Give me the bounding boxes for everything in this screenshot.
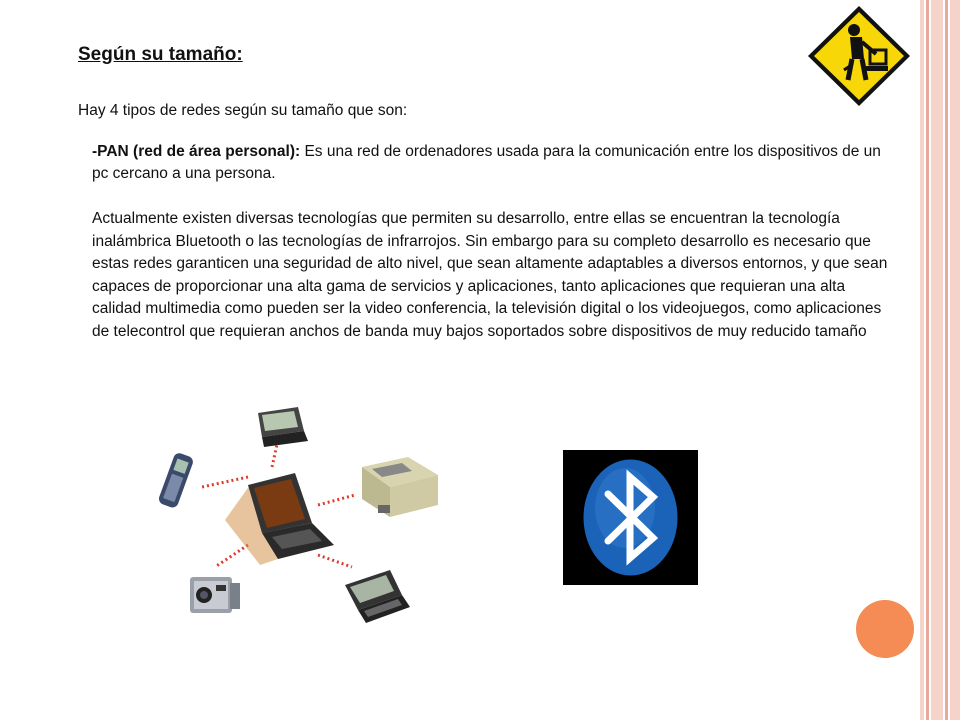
pan-paragraph: Actualmente existen diversas tecnologías que permiten su desarrollo, entre ellas se encuentran la tecnología inalámbrica Bluetooth o las tecnologías de infrarrojos. Sin embargo para su completo desarrollo es necesario que estas redes garanticen una seguridad de alto nivel, que sean altamente adaptables a diversos entornos, y que sean capaces de proporcionar una alta gama de servicios y aplicaciones, tanto aplicaciones que requieran una alta calidad multimedia como pueden ser la video conferencia, la televisión digital o los videojuegos, como aplicaciones de telecontrol que requieran anchos de banda muy bajos soportados sobre dispositivos de muy reducido tamaño <box>92 210 888 340</box>
decorative-stripes <box>920 0 960 720</box>
decorative-orange-circle <box>856 600 914 658</box>
bluetooth-logo <box>563 450 698 585</box>
pan-devices-diagram <box>140 395 440 625</box>
pan-label: -PAN (red de área personal): <box>92 143 301 160</box>
printer-icon <box>362 457 438 517</box>
handheld-pc-icon <box>345 570 410 623</box>
intro-text: Hay 4 tipos de redes según su tamaño que son: <box>78 102 408 119</box>
camera-icon <box>190 577 240 613</box>
pan-definition <box>92 141 892 184</box>
laptop-icon <box>225 473 334 565</box>
bluetooth-icon <box>563 450 698 585</box>
slide-title: Según su tamaño: <box>78 44 243 65</box>
mobile-phone-icon <box>157 452 194 510</box>
pda-icon <box>258 407 308 447</box>
construction-sign-icon <box>806 4 912 108</box>
pan-text: Es una red de ordenadores usada para la comunicación entre los dispositivos de un pc cercano a una persona. <box>92 143 881 182</box>
